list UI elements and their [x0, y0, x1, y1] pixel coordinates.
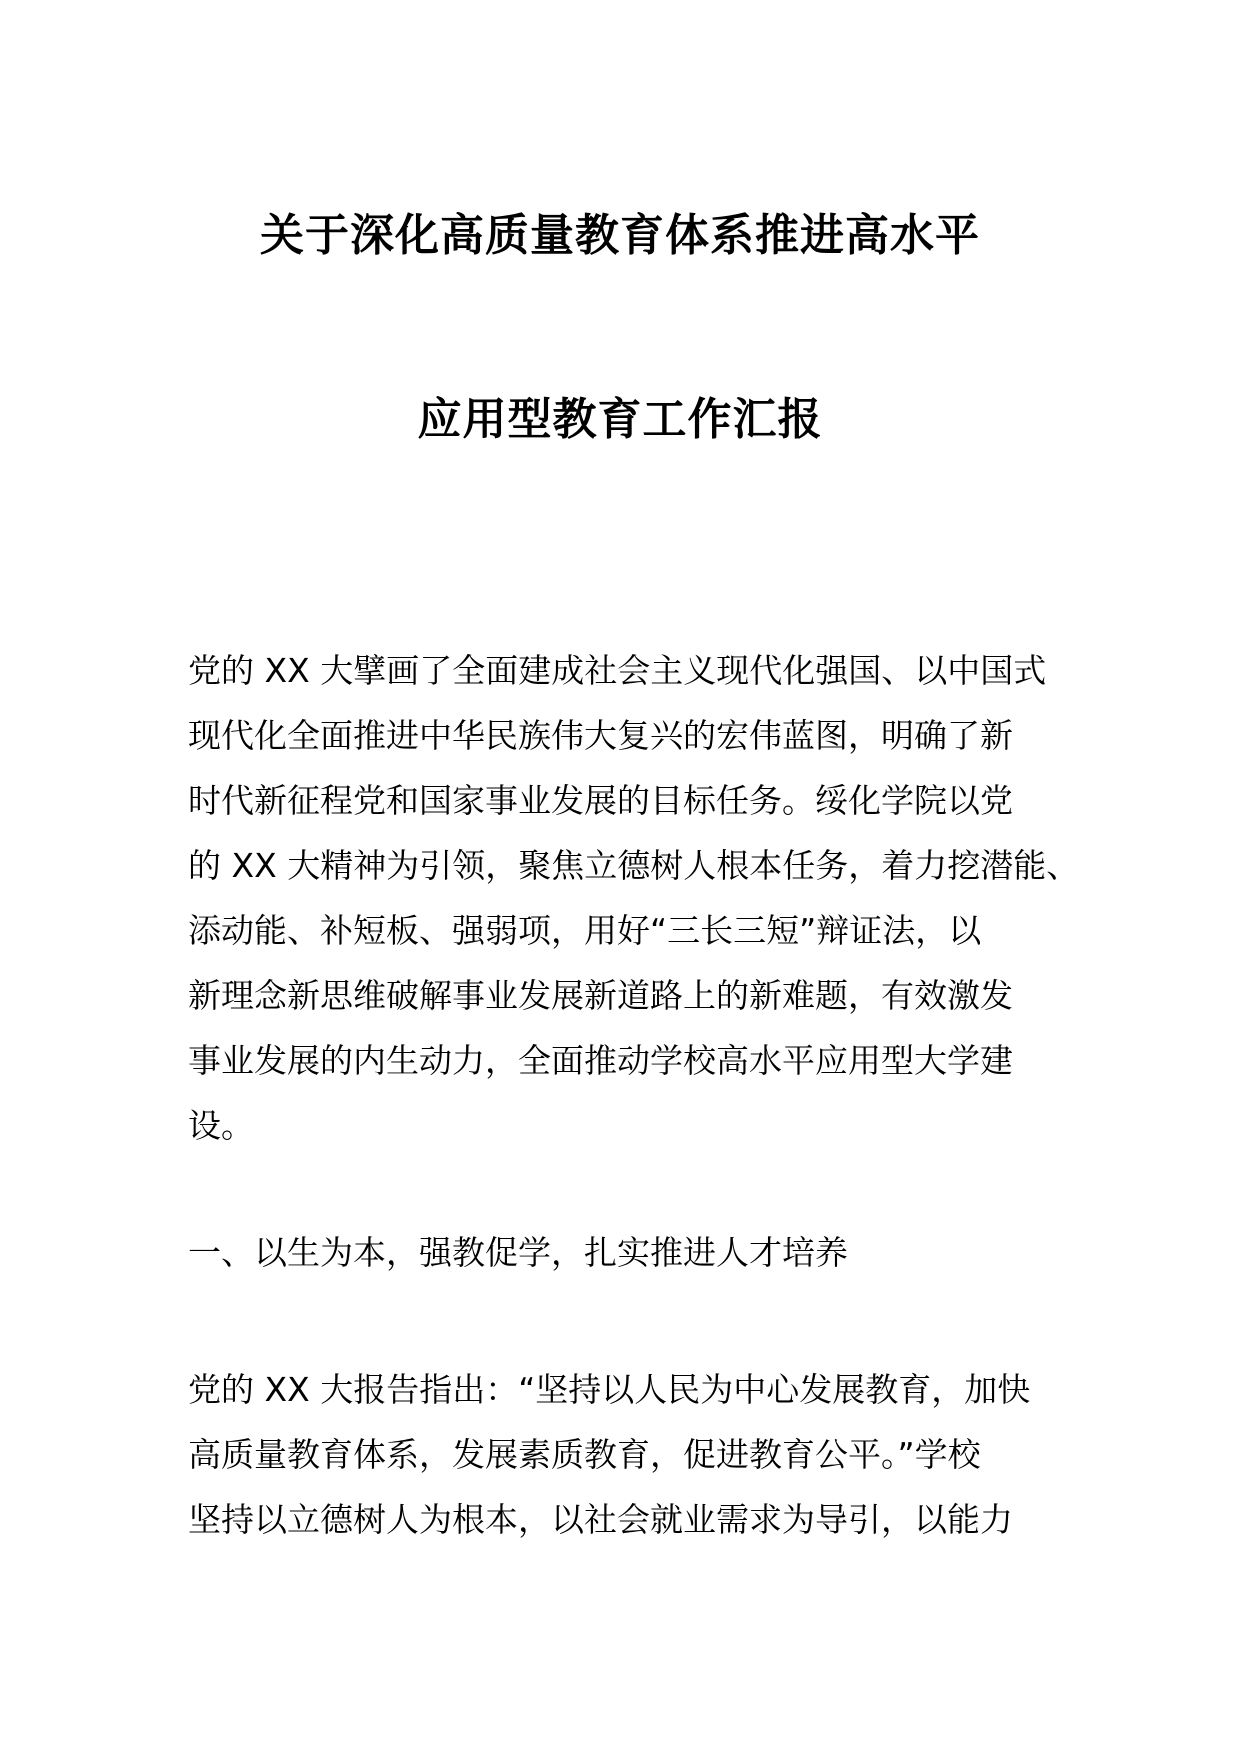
paragraph-line: 的 XX 大精神为引领，聚焦立德树人根本任务，着力挖潜能、 — [188, 846, 1080, 885]
paragraph-line: 添动能、补短板、强弱项，用好“三长三短”辩证法，以 — [188, 911, 982, 950]
paragraph-intro — [188, 638, 1080, 1158]
paragraph-line: 现代化全面推进中华民族伟大复兴的宏伟蓝图，明确了新 — [188, 716, 1013, 755]
paragraph-line: 党的 XX 大擘画了全面建成社会主义现代化强国、以中国式 — [188, 651, 1047, 690]
paragraph-line: 党的 XX 大报告指出：“坚持以人民为中心发展教育，加快 — [188, 1370, 1031, 1409]
section-heading-1 — [188, 1220, 1068, 1285]
document-title-line-1: 关于深化高质量教育体系推进高水平 — [260, 210, 980, 261]
paragraph-line: 时代新征程党和国家事业发展的目标任务。绥化学院以党 — [188, 781, 1013, 820]
paragraph-line: 设。 — [188, 1106, 254, 1145]
section-heading-text: 一、以生为本，强教促学，扎实推进人才培养 — [188, 1233, 848, 1272]
paragraph-line: 高质量教育体系，发展素质教育，促进教育公平。”学校 — [188, 1435, 981, 1474]
document-title-line-2: 应用型教育工作汇报 — [417, 394, 823, 445]
paragraph-line: 新理念新思维破解事业发展新道路上的新难题，有效激发 — [188, 976, 1013, 1015]
paragraph-line: 事业发展的内生动力，全面推动学校高水平应用型大学建 — [188, 1041, 1013, 1080]
paragraph-line: 坚持以立德树人为根本，以社会就业需求为导引，以能力 — [188, 1500, 1013, 1539]
paragraph-section-1 — [188, 1357, 1068, 1552]
